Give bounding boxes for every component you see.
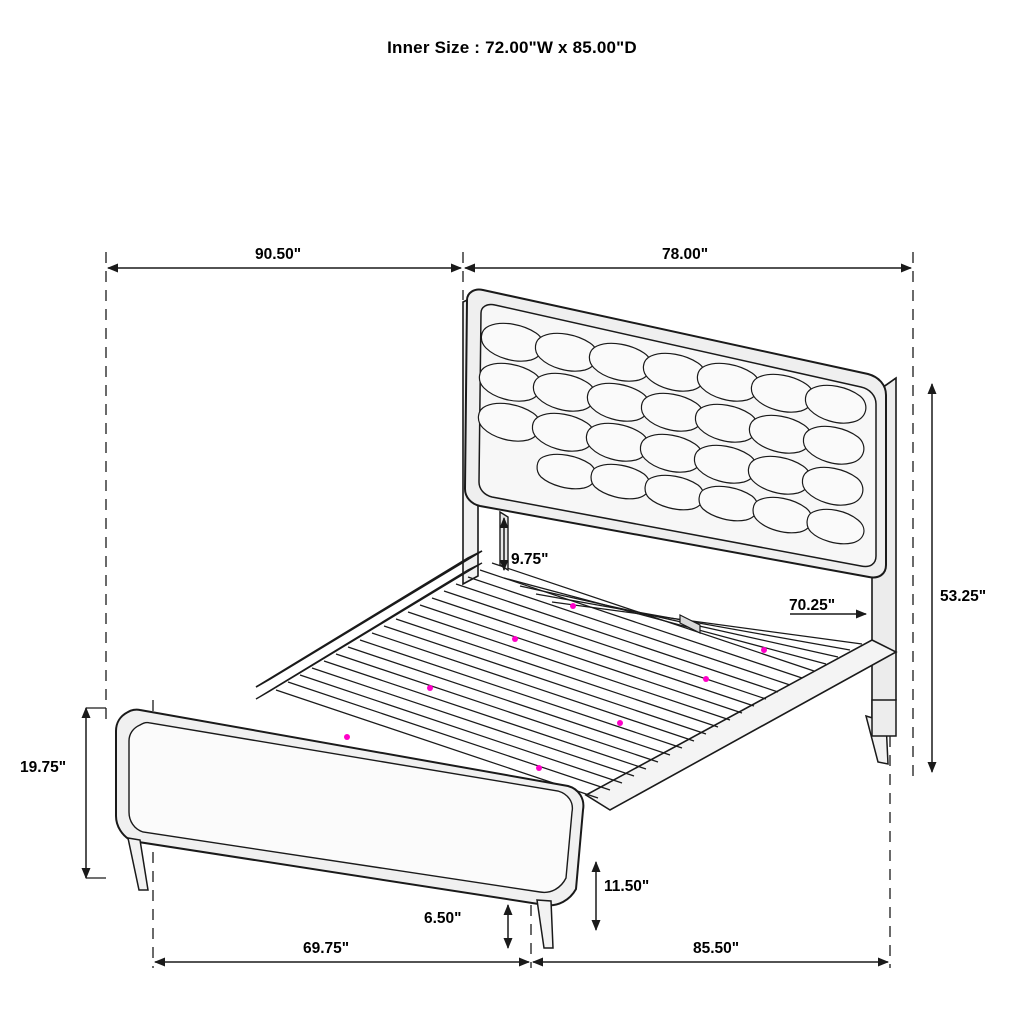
label-bottom-right: 85.50" <box>693 940 740 957</box>
label-headboard-gap: 9.75" <box>511 551 549 568</box>
footboard <box>116 710 583 906</box>
bed-illustration <box>116 290 896 948</box>
label-inner-length: 70.25" <box>789 597 836 614</box>
label-left-outer: 19.75" <box>20 759 67 776</box>
label-foot-leg: 6.50" <box>424 910 462 927</box>
label-top-left: 90.50" <box>255 246 302 263</box>
label-bottom-left: 69.75" <box>303 940 350 957</box>
headboard-foot <box>872 700 896 736</box>
label-top-right: 78.00" <box>662 246 709 263</box>
page-title: Inner Size : 72.00"W x 85.00"D <box>387 38 637 57</box>
label-footboard-clearance: 11.50" <box>604 878 650 895</box>
label-right-outer: 53.25" <box>940 588 987 605</box>
